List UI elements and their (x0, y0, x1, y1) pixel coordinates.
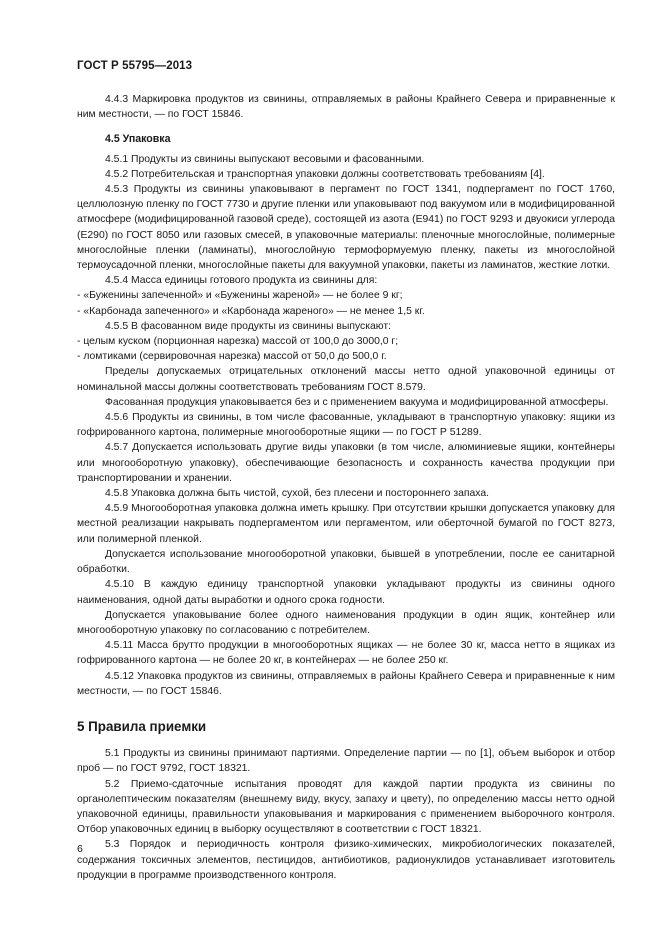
paragraph: Фасованная продукция упаковывается без и с применением вакуума и модифицированной атмосферы. (105, 396, 609, 408)
section-heading: 4.5 Упаковка (105, 133, 171, 146)
list-item: - «Буженины запеченной» и «Буженины жареной» — не более 9 кг; (77, 290, 403, 302)
page-header-standard-number: ГОСТ Р 55795—2013 (77, 60, 193, 72)
paragraph: 5.3 Порядок и периодичность контроля физико-химических, микробиологических показателей, содержания токсичных элементов, пестицидов, антибиотиков, радионуклидов устанавливает изготовитель продукции в программе производственного контроля. (77, 839, 615, 881)
paragraph: 4.5.9 Многооборотная упаковка должна иметь крышку. При отсутствии крышки допускается упаковку для местной реализации накрывать подпергаментом или пергаментом, или оберточной бумагой по ГОСТ 8273, или полимерной пленкой. (77, 503, 615, 545)
paragraph: 4.5.5 В фасованном виде продукты из свинины выпускают: (105, 320, 392, 332)
paragraph: 4.5.8 Упаковка должна быть чистой, сухой, без плесени и постороннего запаха. (105, 488, 490, 500)
paragraph: Допускается использование многооборотной упаковки, бывшей в употреблении, после ее санитарной обработки. (77, 548, 615, 576)
paragraph: 4.5.4 Масса единицы готового продукта из свинины для: (105, 275, 378, 287)
paragraph: 4.5.1 Продукты из свинины выпускают весовыми и фасованными. (105, 153, 425, 165)
paragraph: 4.5.12 Упаковка продуктов из свинины, отправляемых в районы Крайнего Севера и приравненные к ним местности, — по ГОСТ 15846. (77, 670, 615, 697)
paragraph: 4.5.3 Продукты из свинины упаковывают в пергамент по ГОСТ 1341, подпергамент по ГОСТ 1760, целлюлозную пленку по ГОСТ 7730 и другие пленки или упаковывают под вакуумом или в модифицированной атмосфере (модифицированной газовой среде), состоящей из азота (Е941) по ГОСТ 9293 и двуокиси углерода (Е290) по ГОСТ 8050 или газовых смесей, в упаковочные материалы: пленочные многослойные, полимерные многослойные пленки (ламинаты), многослойную термоформуемую пленку, пакеты из многослойной термоусадочной пленки, многослойные пакеты для вакуумной упаковки, пакеты из ламинатов, жесткие лотки. (77, 184, 615, 272)
paragraph: 5.2 Приемо-сдаточные испытания проводят для каждой партии продукта из свинины по органолептическим показателям (внешнему виду, вкусу, запаху и цвету), по определению массы нетто одной упаковочной единицы, правильности упаковывания и маркирования с применением выборочного контроля. Отбор упаковочных единиц в выборку осуществляют в соответствии с ГОСТ 18321. (77, 778, 615, 836)
paragraph: Допускается упаковывание более одного наименования продукции в один ящик, контейнер или многооборотную упаковку по согласованию с потребителем. (77, 609, 615, 636)
paragraph: Пределы допускаемых отрицательных отклонений массы нетто одной упаковочной единицы от номинальной массы должны соответствовать требованиям ГОСТ 8.579. (77, 366, 615, 393)
list-item: - целым куском (порционная нарезка) массой от 100,0 до 3000,0 г; (77, 336, 399, 348)
document-body (77, 92, 615, 883)
chapter-heading: 5 Правила приемки (77, 718, 207, 734)
paragraph: 4.5.6 Продукты из свинины, в том числе фасованные, укладывают в транспортную упаковку: ящики из гофрированного картона, полимерные многооборотные ящики — по ГОСТ Р 51289. (77, 412, 615, 439)
paragraph: 4.4.3 Маркировка продуктов из свинины, отправляемых в районы Крайнего Севера и приравненные к ним местности, — по ГОСТ 15846. (77, 94, 615, 121)
paragraph: 4.5.10 В каждую единицу транспортной упаковки укладывают продукты из свинины одного наименования, одной даты выработки и одного срока годности. (77, 579, 615, 606)
page-number: 6 (77, 843, 83, 855)
list-item: - ломтиками (сервировочная нарезка) массой от 50,0 до 500,0 г. (77, 351, 387, 363)
list-item: - «Карбонада запеченного» и «Карбонада жареного» — не менее 1,5 кг. (77, 305, 425, 317)
paragraph: 4.5.7 Допускается использовать другие виды упаковки (в том числе, алюминиевые ящики, контейнеры или многооборотную упаковку), обеспечивающие безопасность и сохранность качества продукции при транспортировании и хранении. (77, 442, 615, 484)
paragraph: 4.5.2 Потребительская и транспортная упаковки должны соответствовать требованиям [4]. (105, 168, 545, 180)
paragraph: 5.1 Продукты из свинины принимают партиями. Определение партии — по [1], объем выборок и отбор проб — по ГОСТ 9792, ГОСТ 18321. (77, 748, 615, 775)
paragraph: 4.5.11 Масса брутто продукции в многооборотных ящиках — не более 30 кг, масса нетто в ящиках из гофрированного картона — не более 20 кг, в контейнерах — не более 250 кг. (77, 640, 615, 667)
